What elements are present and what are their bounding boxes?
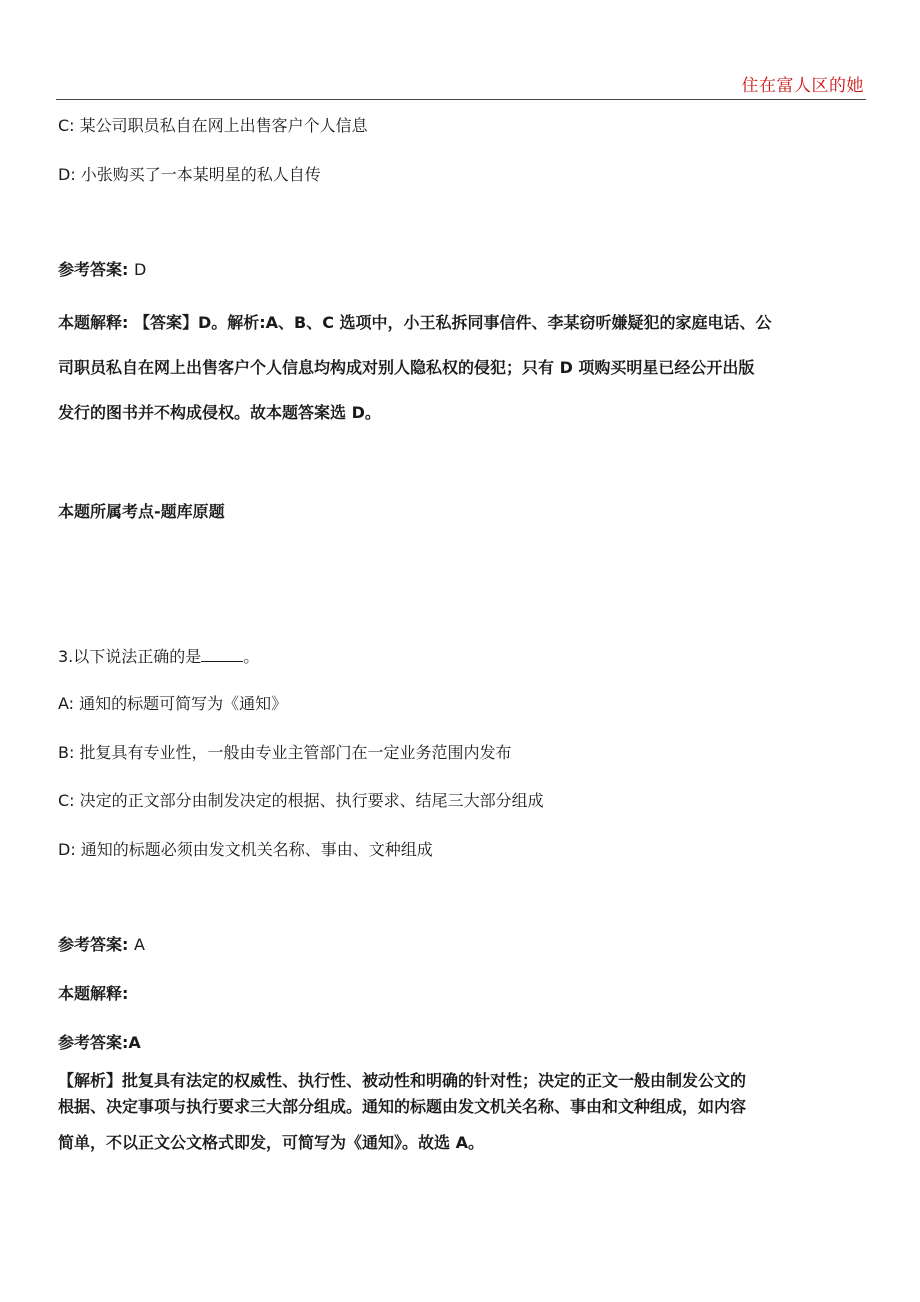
q3-stem-suffix: 。 <box>243 647 260 666</box>
q3-stem-prefix: 3.以下说法正确的是 <box>58 647 202 666</box>
q2-option-c: C: 某公司职员私自在网上出售客户个人信息 <box>58 116 368 135</box>
q3-analysis-line-2: 根据、决定事项与执行要求三大部分组成。通知的标题由发文机关名称、事由和文种组成，如内容 <box>58 1097 747 1116</box>
q3-answer-value: A <box>133 935 145 954</box>
q2-answer-label: 参考答案: <box>58 260 134 279</box>
q2-answer <box>58 260 146 280</box>
q3-option-c: C: 决定的正文部分由制发决定的根据、执行要求、结尾三大部分组成 <box>58 791 544 810</box>
q2-answer-value: D <box>133 260 147 279</box>
q2-explanation <box>58 310 864 420</box>
q3-analysis-line-3: 简单，不以正文公文格式即发，可简写为《通知》。故选 A。 <box>58 1133 484 1152</box>
q2-explain-line-3: 发行的图书并不构成侵权。故本题答案选 D。 <box>58 403 381 422</box>
q3-option-a: A: 通知的标题可简写为《通知》 <box>58 694 288 713</box>
q2-option-d: D: 小张购买了一本某明星的私人自传 <box>58 165 321 184</box>
q3-option-b: B: 批复具有专业性，一般由专业主管部门在一定业务范围内发布 <box>58 743 512 762</box>
q2-explain-line-1: 【答案】D。解析:A、B、C 选项中，小王私拆同事信件、李某窃听嫌疑犯的家庭电话、公 <box>133 313 772 332</box>
q3-analysis-line-1: 【解析】批复具有法定的权威性、执行性、被动性和明确的针对性；决定的正文一般由制发公文的 <box>58 1071 747 1090</box>
q2-explain-line-2: 司职员私自在网上出售客户个人信息均构成对别人隐私权的侵犯；只有 D 项购买明星已经公开出版 <box>58 358 755 377</box>
header-rule <box>56 99 866 100</box>
header-title: 住在富人区的她 <box>741 76 864 96</box>
q3-stem-blank <box>201 647 243 662</box>
q3-option-d: D: 通知的标题必须由发文机关名称、事由、文种组成 <box>58 840 433 859</box>
q3-analysis <box>58 1068 864 1150</box>
q3-explain-label: 本题解释: <box>58 984 129 1003</box>
q3-answer-label: 参考答案: <box>58 935 134 954</box>
q2-topic: 本题所属考点-题库原题 <box>58 502 225 521</box>
q3-answer-2: 参考答案:A <box>58 1033 141 1052</box>
q3-answer <box>58 935 145 955</box>
q2-explain-label: 本题解释: <box>58 313 134 332</box>
q3-stem <box>58 647 259 667</box>
